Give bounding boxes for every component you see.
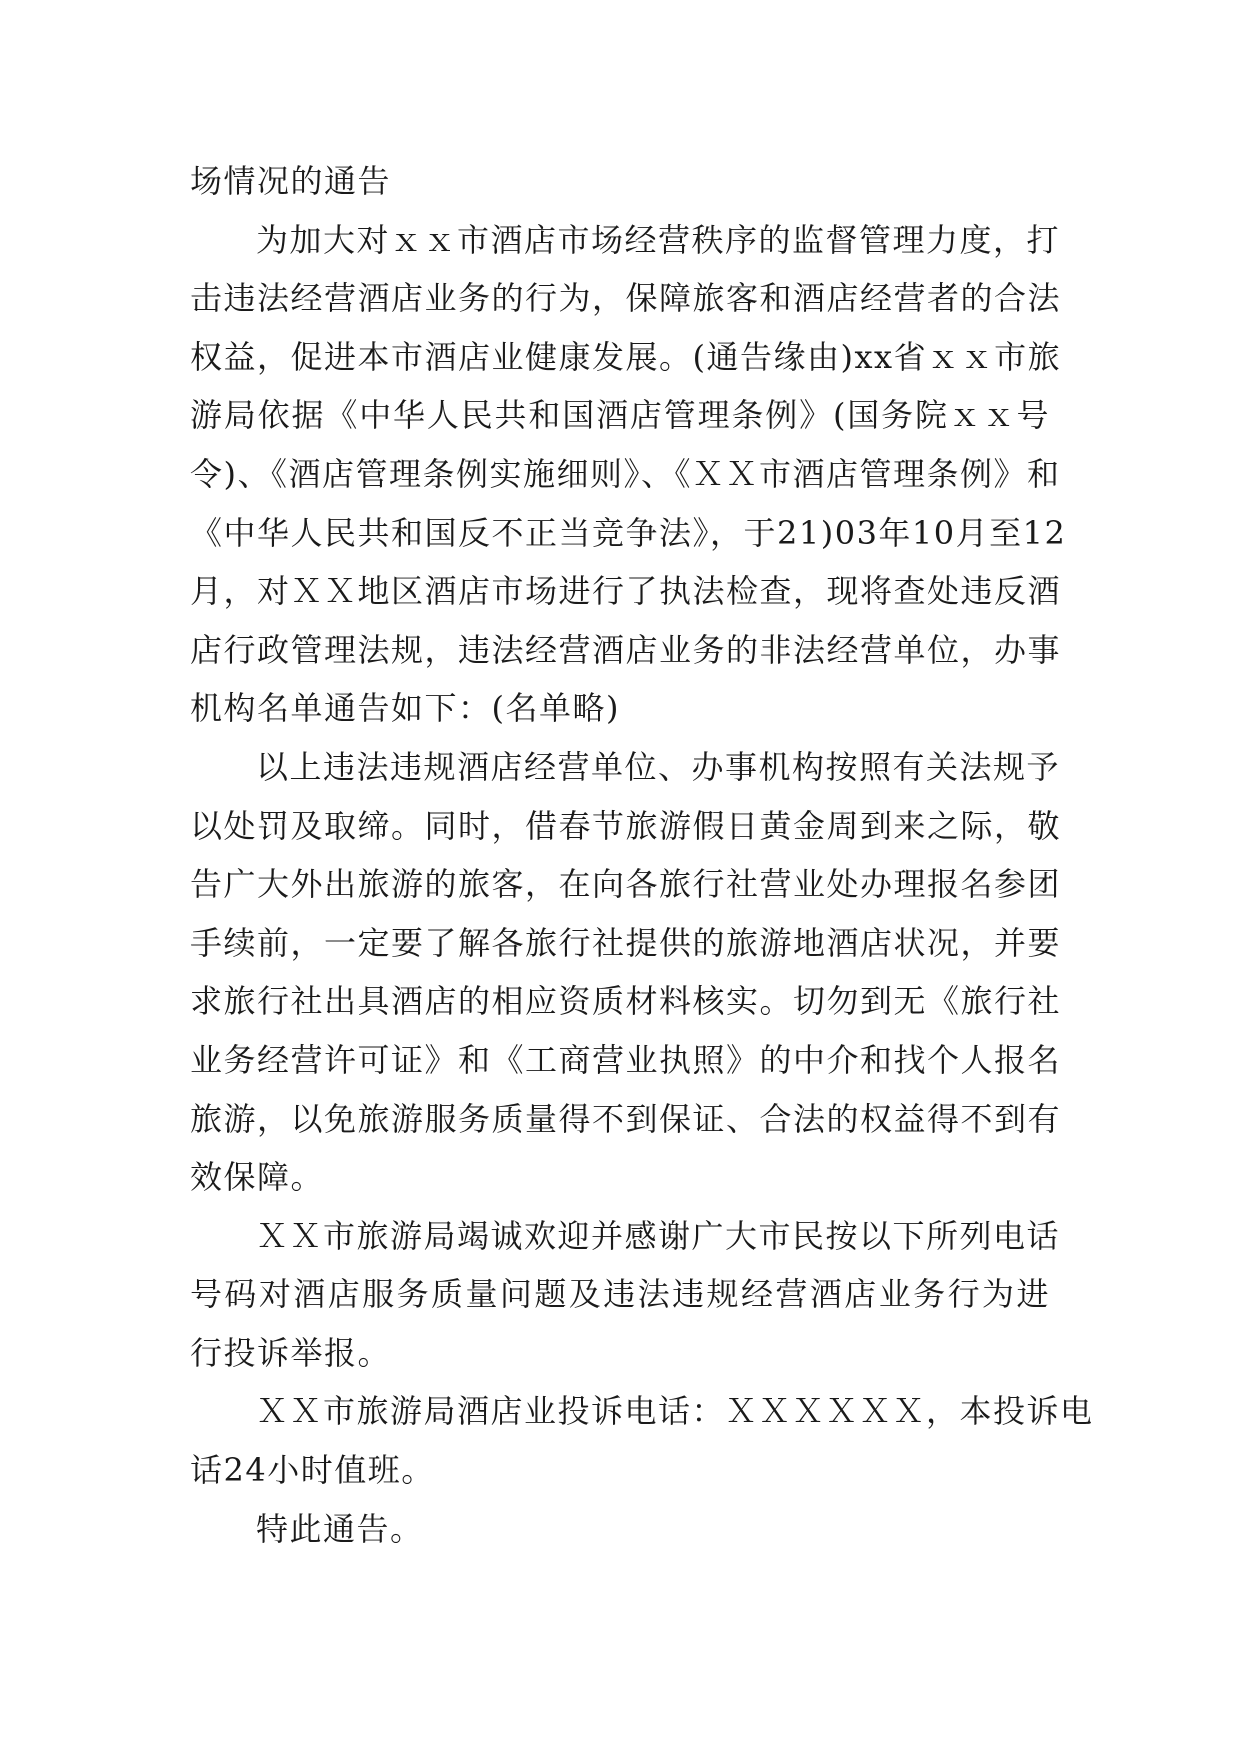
text-line: 旅游，以免旅游服务质量得不到保证、合法的权益得不到有 <box>190 1099 1062 1138</box>
document-body <box>190 152 1094 1558</box>
text-line: 行投诉举报。 <box>190 1333 392 1372</box>
text-line: 以上违法违规酒店经营单位、办事机构按照有关法规予 <box>256 747 1061 786</box>
text-line: 手续前，一定要了解各旅行社提供的旅游地酒店状况，并要 <box>190 923 1062 962</box>
text-line: 号码对酒店服务质量问题及违法违规经营酒店业务行为进 <box>190 1275 1050 1314</box>
text-line: 机构名单通告如下：(名单略) <box>190 689 620 728</box>
title-continuation <box>190 152 1050 211</box>
text-line: 话24小时值班。 <box>190 1451 435 1490</box>
text-line: ＸＸ市旅游局酒店业投诉电话：ＸＸＸＸＸＸ，本投诉电 <box>256 1392 1094 1431</box>
hotline-paragraph <box>190 1382 1094 1499</box>
text-line: 游局依据《中华人民共和国酒店管理条例》(国务院ｘｘ号 <box>190 396 1050 435</box>
text-line: 为加大对ｘｘ市酒店市场经营秩序的监督管理力度，打 <box>256 220 1061 259</box>
text-line: 令)、《酒店管理条例实施细则》、《ＸＸ市酒店管理条例》和 <box>190 454 1061 493</box>
text-line: 告广大外出旅游的旅客，在向各旅行社营业处办理报名参团 <box>190 865 1062 904</box>
text-line: 店行政管理法规，违法经营酒店业务的非法经营单位，办事 <box>190 630 1062 669</box>
text-line: 以处罚及取缔。同时，借春节旅游假日黄金周到来之际，敬 <box>190 806 1062 845</box>
text-line: 月，对ＸＸ地区酒店市场进行了执法检查，现将查处违反酒 <box>190 572 1062 611</box>
text-line: 效保障。 <box>190 1158 325 1197</box>
text-line: 业务经营许可证》和《工商营业执照》的中介和找个人报名 <box>190 1040 1062 1079</box>
penalty-paragraph <box>190 738 1062 1207</box>
text-line: 权益，促进本市酒店业健康发展。(通告缘由)xx省ｘｘ市旅 <box>190 337 1062 376</box>
text-line: 求旅行社出具酒店的相应资质材料核实。切勿到无《旅行社 <box>190 982 1062 1021</box>
welcome-paragraph <box>190 1207 1061 1383</box>
text-line: ＸＸ市旅游局竭诚欢迎并感谢广大市民按以下所列电话 <box>256 1216 1061 1255</box>
text-line: 特此通告。 <box>256 1509 424 1548</box>
text-line: 场情况的通告 <box>190 162 392 200</box>
text-line: 击违法经营酒店业务的行为，保障旅客和酒店经营者的合法 <box>190 279 1062 318</box>
closing-paragraph <box>190 1500 1050 1559</box>
text-line: 《中华人民共和国反不正当竞争法》，于21)03年10月至12 <box>190 513 1067 552</box>
intro-paragraph <box>190 211 1067 738</box>
